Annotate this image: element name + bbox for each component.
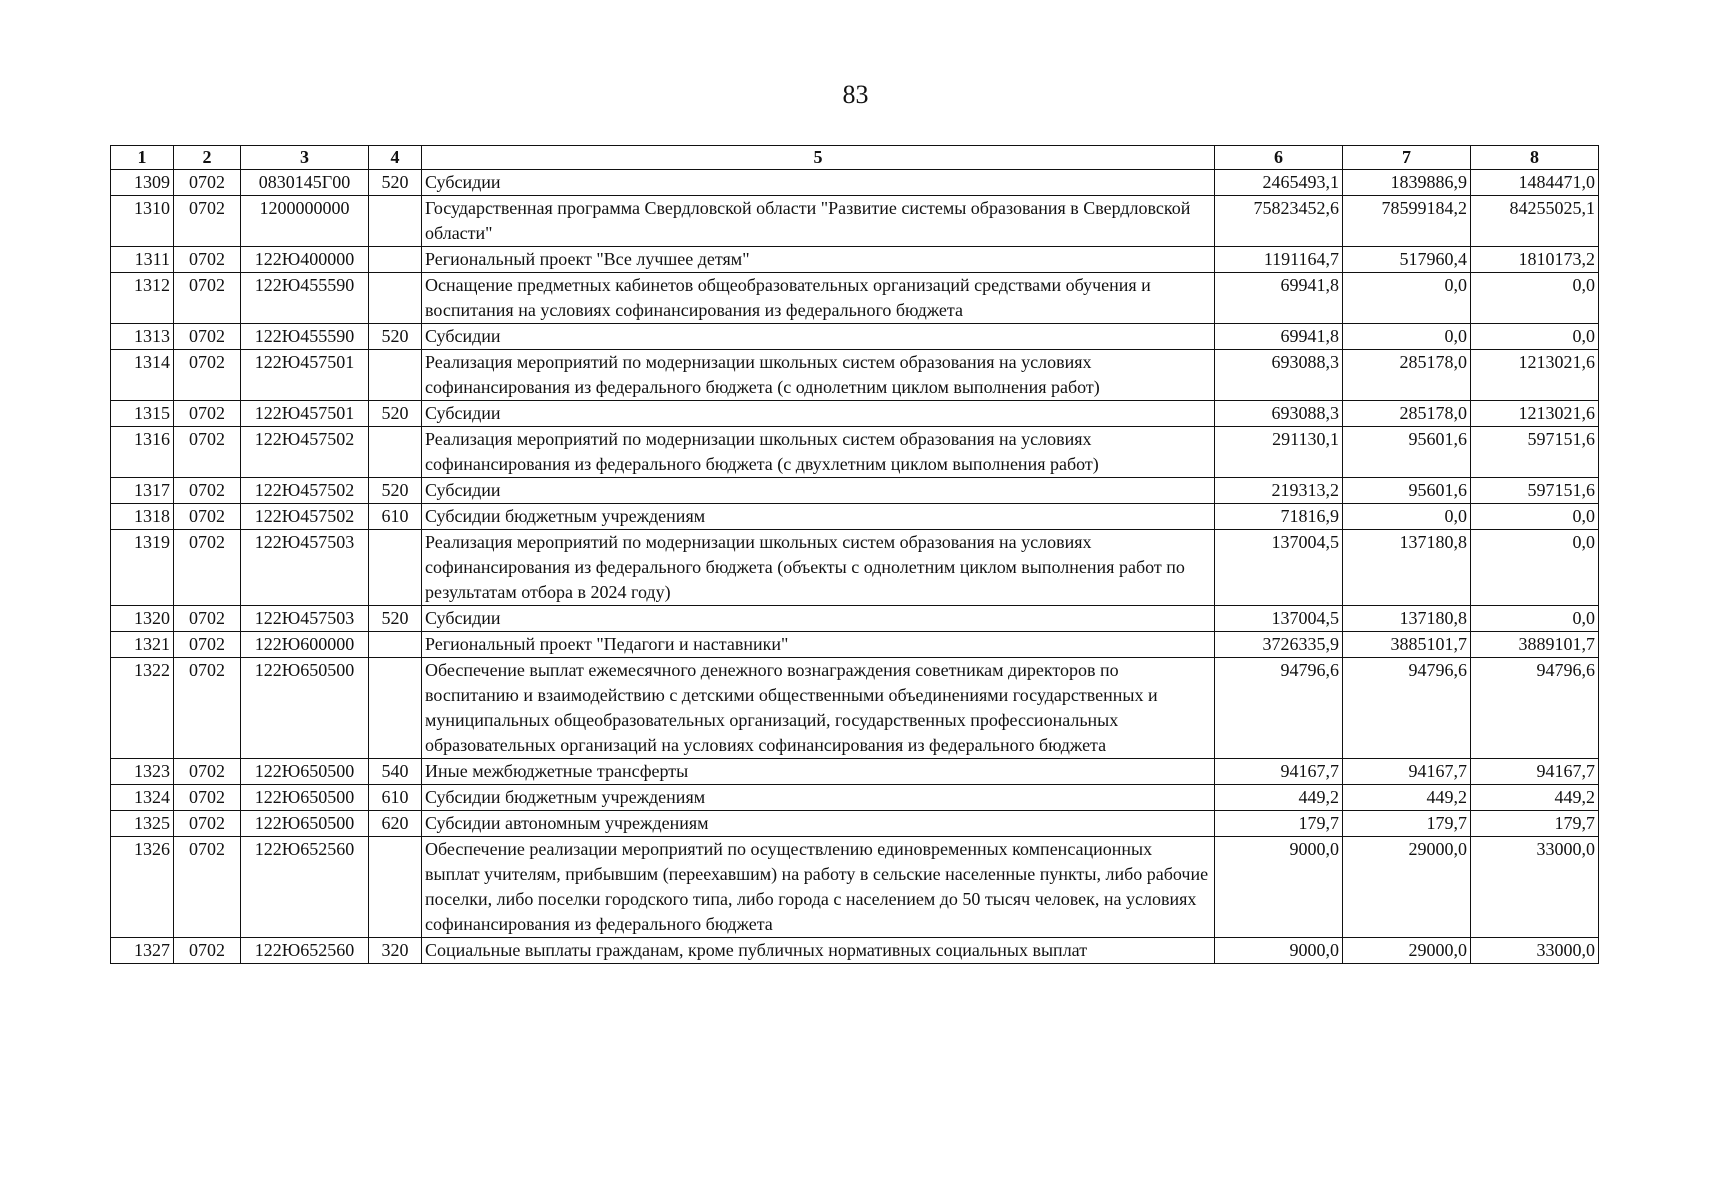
- expense-type-cell: 610: [369, 504, 422, 530]
- amount-year-2-cell: 94167,7: [1343, 759, 1471, 785]
- amount-year-3-cell: 1213021,6: [1471, 401, 1599, 427]
- expense-type-cell: 520: [369, 606, 422, 632]
- amount-year-2-cell: 517960,4: [1343, 247, 1471, 273]
- section-code-cell: 0702: [174, 350, 241, 401]
- row-number-cell: 1316: [111, 427, 174, 478]
- header-cell-2: 2: [174, 146, 241, 170]
- header-cell-8: 8: [1471, 146, 1599, 170]
- target-article-cell: 122Ю652560: [241, 938, 369, 964]
- amount-year-1-cell: 69941,8: [1215, 273, 1343, 324]
- header-cell-5: 5: [422, 146, 1215, 170]
- table-row: [111, 938, 1599, 964]
- amount-year-3-cell: 0,0: [1471, 606, 1599, 632]
- table-row: [111, 401, 1599, 427]
- expense-type-cell: [369, 658, 422, 759]
- target-article-cell: 122Ю600000: [241, 632, 369, 658]
- description-cell: Субсидии автономным учреждениям: [422, 811, 1215, 837]
- row-number-cell: 1310: [111, 196, 174, 247]
- amount-year-2-cell: 285178,0: [1343, 350, 1471, 401]
- amount-year-3-cell: 449,2: [1471, 785, 1599, 811]
- amount-year-2-cell: 0,0: [1343, 324, 1471, 350]
- amount-year-1-cell: 1191164,7: [1215, 247, 1343, 273]
- section-code-cell: 0702: [174, 658, 241, 759]
- description-cell: Субсидии: [422, 478, 1215, 504]
- description-cell: Субсидии бюджетным учреждениям: [422, 504, 1215, 530]
- table-row: [111, 837, 1599, 938]
- amount-year-1-cell: 3726335,9: [1215, 632, 1343, 658]
- amount-year-1-cell: 137004,5: [1215, 606, 1343, 632]
- header-cell-3: 3: [241, 146, 369, 170]
- row-number-cell: 1320: [111, 606, 174, 632]
- amount-year-1-cell: 94167,7: [1215, 759, 1343, 785]
- amount-year-3-cell: 1213021,6: [1471, 350, 1599, 401]
- amount-year-3-cell: 597151,6: [1471, 427, 1599, 478]
- description-cell: Субсидии: [422, 401, 1215, 427]
- amount-year-1-cell: 69941,8: [1215, 324, 1343, 350]
- amount-year-2-cell: 95601,6: [1343, 427, 1471, 478]
- header-cell-7: 7: [1343, 146, 1471, 170]
- amount-year-1-cell: 94796,6: [1215, 658, 1343, 759]
- section-code-cell: 0702: [174, 196, 241, 247]
- amount-year-3-cell: 0,0: [1471, 530, 1599, 606]
- section-code-cell: 0702: [174, 273, 241, 324]
- expense-type-cell: 320: [369, 938, 422, 964]
- row-number-cell: 1326: [111, 837, 174, 938]
- description-cell: Иные межбюджетные трансферты: [422, 759, 1215, 785]
- amount-year-2-cell: 78599184,2: [1343, 196, 1471, 247]
- description-cell: Обеспечение реализации мероприятий по осуществлению единовременных компенсационных выплат учителям, прибывшим (переехавшим) на работу в сельские населенные пункты, либо рабочие поселки, либо поселки городского типа, либо города с населением до 50 тысяч человек, на условиях софинансирования из федерального бюджета: [422, 837, 1215, 938]
- row-number-cell: 1311: [111, 247, 174, 273]
- amount-year-3-cell: 0,0: [1471, 324, 1599, 350]
- table-header: [111, 146, 1599, 170]
- expense-type-cell: 520: [369, 478, 422, 504]
- table-row: [111, 530, 1599, 606]
- row-number-cell: 1319: [111, 530, 174, 606]
- target-article-cell: 122Ю455590: [241, 273, 369, 324]
- expense-type-cell: [369, 247, 422, 273]
- amount-year-2-cell: 29000,0: [1343, 837, 1471, 938]
- table-row: [111, 504, 1599, 530]
- amount-year-2-cell: 449,2: [1343, 785, 1471, 811]
- amount-year-3-cell: 3889101,7: [1471, 632, 1599, 658]
- row-number-cell: 1322: [111, 658, 174, 759]
- expense-type-cell: [369, 530, 422, 606]
- row-number-cell: 1323: [111, 759, 174, 785]
- amount-year-1-cell: 71816,9: [1215, 504, 1343, 530]
- amount-year-1-cell: 9000,0: [1215, 837, 1343, 938]
- expense-type-cell: 620: [369, 811, 422, 837]
- section-code-cell: 0702: [174, 837, 241, 938]
- target-article-cell: 1200000000: [241, 196, 369, 247]
- amount-year-3-cell: 33000,0: [1471, 837, 1599, 938]
- section-code-cell: 0702: [174, 478, 241, 504]
- amount-year-3-cell: 1484471,0: [1471, 170, 1599, 196]
- amount-year-2-cell: 137180,8: [1343, 530, 1471, 606]
- row-number-cell: 1318: [111, 504, 174, 530]
- row-number-cell: 1317: [111, 478, 174, 504]
- table-row: [111, 324, 1599, 350]
- expense-type-cell: 520: [369, 401, 422, 427]
- amount-year-3-cell: 1810173,2: [1471, 247, 1599, 273]
- expense-type-cell: [369, 350, 422, 401]
- table-body: [111, 170, 1599, 964]
- section-code-cell: 0702: [174, 759, 241, 785]
- amount-year-2-cell: 94796,6: [1343, 658, 1471, 759]
- amount-year-1-cell: 137004,5: [1215, 530, 1343, 606]
- row-number-cell: 1325: [111, 811, 174, 837]
- table-row: [111, 170, 1599, 196]
- description-cell: Субсидии бюджетным учреждениям: [422, 785, 1215, 811]
- page-number: 83: [842, 80, 869, 109]
- amount-year-2-cell: 29000,0: [1343, 938, 1471, 964]
- expense-type-cell: [369, 632, 422, 658]
- amount-year-1-cell: 9000,0: [1215, 938, 1343, 964]
- header-cell-6: 6: [1215, 146, 1343, 170]
- section-code-cell: 0702: [174, 504, 241, 530]
- amount-year-3-cell: 0,0: [1471, 273, 1599, 324]
- amount-year-2-cell: 0,0: [1343, 504, 1471, 530]
- description-cell: Государственная программа Свердловской области "Развитие системы образования в Свердловской области": [422, 196, 1215, 247]
- header-cell-1: 1: [111, 146, 174, 170]
- target-article-cell: 122Ю457502: [241, 504, 369, 530]
- section-code-cell: 0702: [174, 811, 241, 837]
- target-article-cell: 0830145Г00: [241, 170, 369, 196]
- amount-year-1-cell: 693088,3: [1215, 350, 1343, 401]
- row-number-cell: 1327: [111, 938, 174, 964]
- table-row: [111, 350, 1599, 401]
- table-row: [111, 247, 1599, 273]
- target-article-cell: 122Ю650500: [241, 785, 369, 811]
- expense-type-cell: 520: [369, 170, 422, 196]
- amount-year-3-cell: 0,0: [1471, 504, 1599, 530]
- description-cell: Субсидии: [422, 324, 1215, 350]
- table-row: [111, 273, 1599, 324]
- table-row: [111, 658, 1599, 759]
- section-code-cell: 0702: [174, 170, 241, 196]
- row-number-cell: 1314: [111, 350, 174, 401]
- amount-year-1-cell: 75823452,6: [1215, 196, 1343, 247]
- target-article-cell: 122Ю457503: [241, 530, 369, 606]
- amount-year-3-cell: 84255025,1: [1471, 196, 1599, 247]
- section-code-cell: 0702: [174, 324, 241, 350]
- expense-type-cell: [369, 273, 422, 324]
- section-code-cell: 0702: [174, 247, 241, 273]
- section-code-cell: 0702: [174, 427, 241, 478]
- description-cell: Реализация мероприятий по модернизации школьных систем образования на условиях софинансирования из федерального бюджета (объекты с однолетним циклом выполнения работ по результатам отбора в 2024 году): [422, 530, 1215, 606]
- expense-type-cell: [369, 196, 422, 247]
- amount-year-2-cell: 285178,0: [1343, 401, 1471, 427]
- description-cell: Реализация мероприятий по модернизации школьных систем образования на условиях софинансирования из федерального бюджета (с двухлетним циклом выполнения работ): [422, 427, 1215, 478]
- section-code-cell: 0702: [174, 606, 241, 632]
- expense-type-cell: 540: [369, 759, 422, 785]
- target-article-cell: 122Ю457501: [241, 401, 369, 427]
- amount-year-1-cell: 291130,1: [1215, 427, 1343, 478]
- target-article-cell: 122Ю650500: [241, 759, 369, 785]
- amount-year-2-cell: 1839886,9: [1343, 170, 1471, 196]
- amount-year-3-cell: 597151,6: [1471, 478, 1599, 504]
- description-cell: Региональный проект "Педагоги и наставники": [422, 632, 1215, 658]
- expense-type-cell: 610: [369, 785, 422, 811]
- section-code-cell: 0702: [174, 401, 241, 427]
- row-number-cell: 1321: [111, 632, 174, 658]
- target-article-cell: 122Ю650500: [241, 811, 369, 837]
- target-article-cell: 122Ю650500: [241, 658, 369, 759]
- amount-year-3-cell: 33000,0: [1471, 938, 1599, 964]
- row-number-cell: 1312: [111, 273, 174, 324]
- amount-year-2-cell: 0,0: [1343, 273, 1471, 324]
- amount-year-3-cell: 94796,6: [1471, 658, 1599, 759]
- table-row: [111, 196, 1599, 247]
- description-cell: Реализация мероприятий по модернизации школьных систем образования на условиях софинансирования из федерального бюджета (с однолетним циклом выполнения работ): [422, 350, 1215, 401]
- target-article-cell: 122Ю652560: [241, 837, 369, 938]
- table-row: [111, 785, 1599, 811]
- amount-year-1-cell: 693088,3: [1215, 401, 1343, 427]
- row-number-cell: 1315: [111, 401, 174, 427]
- row-number-cell: 1324: [111, 785, 174, 811]
- amount-year-3-cell: 179,7: [1471, 811, 1599, 837]
- section-code-cell: 0702: [174, 530, 241, 606]
- table-row: [111, 478, 1599, 504]
- section-code-cell: 0702: [174, 938, 241, 964]
- amount-year-1-cell: 219313,2: [1215, 478, 1343, 504]
- description-cell: Оснащение предметных кабинетов общеобразовательных организаций средствами обучения и воспитания на условиях софинансирования из федерального бюджета: [422, 273, 1215, 324]
- table-row: [111, 811, 1599, 837]
- amount-year-2-cell: 137180,8: [1343, 606, 1471, 632]
- target-article-cell: 122Ю457502: [241, 427, 369, 478]
- description-cell: Субсидии: [422, 606, 1215, 632]
- row-number-cell: 1309: [111, 170, 174, 196]
- expense-type-cell: [369, 427, 422, 478]
- expense-type-cell: [369, 837, 422, 938]
- amount-year-3-cell: 94167,7: [1471, 759, 1599, 785]
- amount-year-2-cell: 179,7: [1343, 811, 1471, 837]
- target-article-cell: 122Ю457503: [241, 606, 369, 632]
- description-cell: Субсидии: [422, 170, 1215, 196]
- amount-year-1-cell: 449,2: [1215, 785, 1343, 811]
- amount-year-1-cell: 179,7: [1215, 811, 1343, 837]
- table-row: [111, 427, 1599, 478]
- description-cell: Социальные выплаты гражданам, кроме публичных нормативных социальных выплат: [422, 938, 1215, 964]
- description-cell: Региональный проект "Все лучшее детям": [422, 247, 1215, 273]
- expense-type-cell: 520: [369, 324, 422, 350]
- table-row: [111, 632, 1599, 658]
- header-cell-4: 4: [369, 146, 422, 170]
- target-article-cell: 122Ю457501: [241, 350, 369, 401]
- row-number-cell: 1313: [111, 324, 174, 350]
- target-article-cell: 122Ю457502: [241, 478, 369, 504]
- amount-year-1-cell: 2465493,1: [1215, 170, 1343, 196]
- header-row: [111, 146, 1599, 170]
- amount-year-2-cell: 3885101,7: [1343, 632, 1471, 658]
- target-article-cell: 122Ю400000: [241, 247, 369, 273]
- table-row: [111, 759, 1599, 785]
- table-row: [111, 606, 1599, 632]
- section-code-cell: 0702: [174, 632, 241, 658]
- description-cell: Обеспечение выплат ежемесячного денежного вознаграждения советникам директоров по воспитанию и взаимодействию с детскими общественными объединениями государственных и муниципальных общеобразовательных организаций, государственных профессиональных образовательных организаций на условиях софинансирования из федерального бюджета: [422, 658, 1215, 759]
- budget-table: [110, 145, 1599, 964]
- amount-year-2-cell: 95601,6: [1343, 478, 1471, 504]
- target-article-cell: 122Ю455590: [241, 324, 369, 350]
- section-code-cell: 0702: [174, 785, 241, 811]
